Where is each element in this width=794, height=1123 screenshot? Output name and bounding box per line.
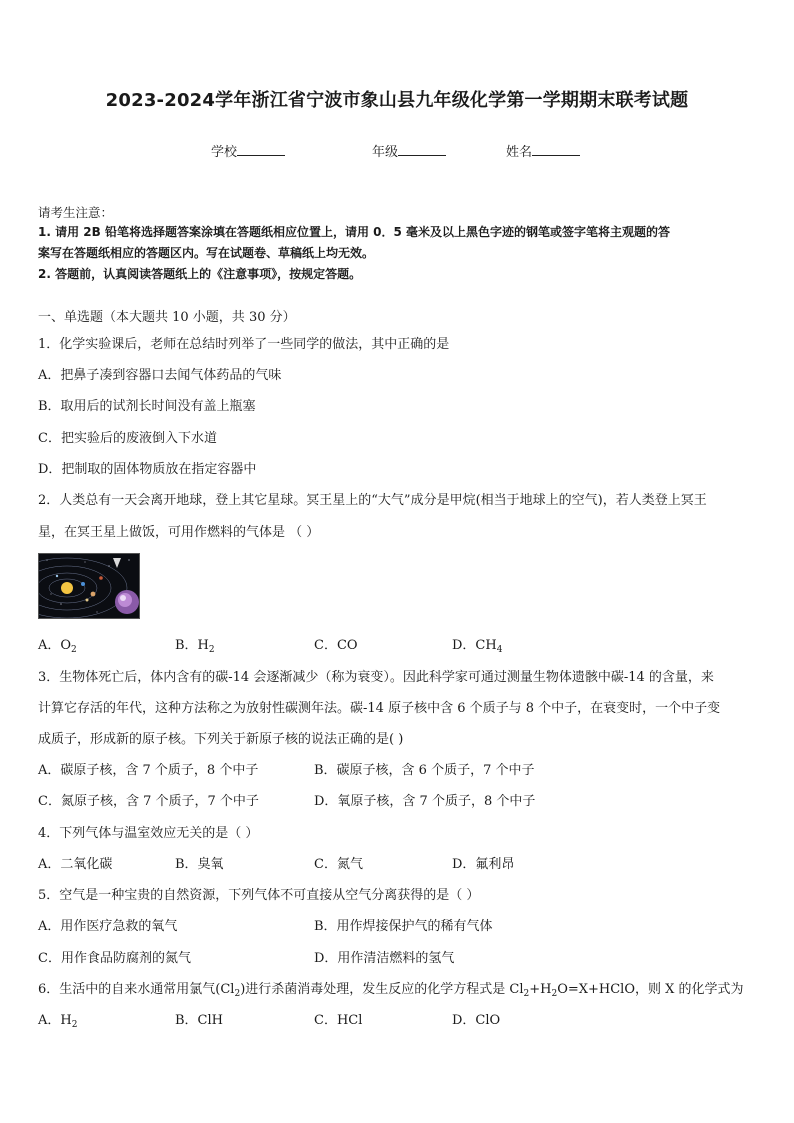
q4-option-c: C．氮气 — [314, 857, 363, 872]
q5-option-b: B．用作焊接保护气的稀有气体 — [314, 919, 493, 934]
school-label: 学校 — [211, 145, 238, 160]
q1-option-c: C．把实验后的废液倒入下水道 — [38, 431, 217, 446]
q3-option-d: D．氧原子核，含 7 个质子，8 个中子 — [314, 794, 536, 809]
notice-item2: 2. 答题前，认真阅读答题纸上的《注意事项》，按规定答题。 — [38, 267, 362, 281]
notice-heading: 请考生注意： — [38, 205, 114, 220]
q2-option-d: D．$CH_4$ — [452, 638, 503, 655]
q3-stem-line1: 3．生物体死亡后，体内含有的碳-14 会逐渐减少（称为衰变）。因此科学家可通过测量生物体遗骸中碳-14 的含量，来 — [38, 670, 714, 685]
name-field[interactable] — [506, 141, 580, 160]
q5-option-c: C．用作食品防腐剂的氮气 — [38, 951, 191, 966]
grade-field[interactable] — [372, 141, 446, 160]
q2-stem-line2: 星，在冥王星上做饭，可用作燃料的气体是 （ ） — [38, 525, 320, 540]
notice-item1-line2: 案写在答题纸相应的答题区内。写在试题卷、草稿纸上均无效。 — [38, 246, 375, 260]
solar-system-image — [38, 553, 140, 619]
q5-option-d: D．用作清洁燃料的氢气 — [314, 951, 455, 966]
svg-text:·: · — [115, 558, 117, 563]
q4-stem: 4．下列气体与温室效应无关的是（ ） — [38, 826, 259, 841]
q6-option-d: D．ClO — [452, 1013, 501, 1028]
q3-option-c: C．氮原子核，含 7 个质子，7 个中子 — [38, 794, 259, 809]
q6-option-c: C．HCl — [314, 1013, 363, 1028]
q2-option-b: B．$H_2$ — [175, 638, 215, 655]
name-blank[interactable] — [532, 143, 580, 156]
school-blank[interactable] — [237, 143, 285, 156]
q5-stem: 5．空气是一种宝贵的自然资源，下列气体不可直接从空气分离获得的是（ ） — [38, 888, 480, 903]
q4-option-d: D．氟利昂 — [452, 857, 515, 872]
q3-stem-line2: 计算它存活的年代，这种方法称之为放射性碳测年法。碳-14 原子核中含 6 个质子与 8 个中子，在衰变时，一个中子变 — [38, 701, 721, 716]
section-heading: 一、单选题（本大题共 10 小题，共 30 分） — [38, 310, 296, 325]
q2-option-c: C．CO — [314, 638, 358, 653]
q6-option-b: B．ClH — [175, 1013, 223, 1028]
q6-stem: 6．生活中的自来水通常用氯气$(Cl_2)$进行杀菌消毒处理，发生反应的化学方程式是 $Cl_2+H_2O=X+HClO$，则 X 的化学式为 — [38, 982, 744, 999]
q1-option-d: D．把制取的固体物质放在指定容器中 — [38, 462, 257, 477]
q3-option-b: B．碳原子核，含 6 个质子，7 个中子 — [314, 763, 535, 778]
school-field[interactable] — [211, 141, 285, 160]
q2-stem-line1: 2．人类总有一天会离开地球，登上其它星球。冥王星上的“大气”成分是甲烷(相当于地球上的空气)，若人类登上冥王 — [38, 493, 707, 508]
q5-option-a: A．用作医疗急救的氧气 — [38, 919, 178, 934]
q1-stem: 1．化学实验课后，老师在总结时列举了一些同学的做法，其中正确的是 — [38, 337, 450, 352]
q4-option-a: A．二氧化碳 — [38, 857, 113, 872]
grade-label: 年级 — [372, 145, 399, 160]
q3-option-a: A．碳原子核，含 7 个质子，8 个中子 — [38, 763, 259, 778]
grade-blank[interactable] — [398, 143, 446, 156]
notice-item1-line1: 1. 请用 2B 铅笔将选择题答案涂填在答题纸相应位置上，请用 0．5 毫米及以上黑色字迹的钢笔或签字笔将主观题的答 — [38, 225, 670, 239]
name-label: 姓名 — [506, 145, 533, 160]
q2-option-a: A．$O_2$ — [38, 638, 77, 655]
q6-option-a: A．$H_2$ — [38, 1013, 78, 1030]
page-title: 2023-2024学年浙江省宁波市象山县九年级化学第一学期期末联考试题 — [105, 90, 689, 111]
q4-option-b: B．臭氧 — [175, 857, 224, 872]
q1-option-a: A．把鼻子凑到容器口去闻气体药品的气味 — [38, 368, 282, 383]
q1-option-b: B．取用后的试剂长时间没有盖上瓶塞 — [38, 399, 256, 414]
q3-stem-line3: 成质子，形成新的原子核。下列关于新原子核的说法正确的是( ) — [38, 732, 404, 747]
